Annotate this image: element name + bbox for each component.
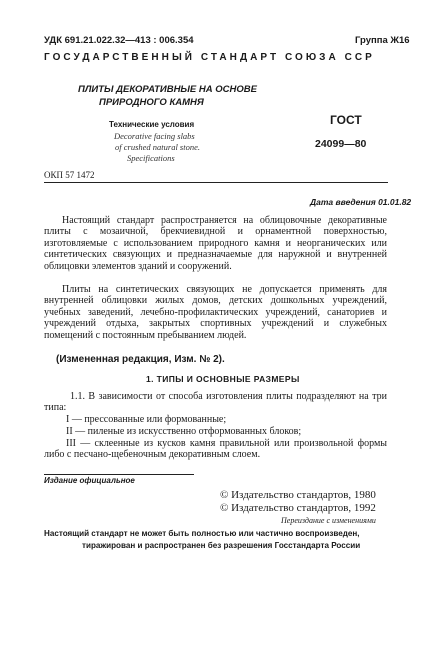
type-2-item: II — пиленые из искусственно отформованных блоков; (66, 426, 302, 437)
effective-date: Дата введения 01.01.82 (310, 197, 412, 207)
type-1-item: I — прессованные или формованные; (66, 414, 227, 425)
copyright-notice-line2: тиражирован и распространен без разрешения Госстандарта России (82, 541, 361, 550)
document-subtitle: Технические условия (109, 120, 195, 129)
gost-number: 24099—80 (315, 138, 367, 150)
section-heading: 1. ТИПЫ И ОСНОВНЫЕ РАЗМЕРЫ (146, 374, 300, 384)
english-title-line1: Decorative facing slabs (114, 131, 195, 141)
gost-label: ГОСТ (330, 113, 362, 127)
english-title-line2: of crushed natural stone. (115, 142, 200, 152)
copyright-1980: © Издательство стандартов, 1980 (220, 489, 376, 501)
english-title-line3: Specifications (127, 153, 175, 163)
scope-paragraph: Настоящий стандарт распространяется на облицовочные декоративные плиты с мозаичной, брекчиевидной и орнаментной поверхностью, изготовляемые с использованием природного камня и неорганических или синтетических связующих и предназначаемые для наружной и внутренней облицовки элементов зданий и сооружений. (44, 215, 387, 272)
document-title-line1: ПЛИТЫ ДЕКОРАТИВНЫЕ НА ОСНОВЕ (78, 84, 257, 95)
document-title-line2: ПРИРОДНОГО КАМНЯ (99, 97, 204, 108)
okp-code: ОКП 57 1472 (44, 170, 95, 180)
restriction-paragraph: Плиты на синтетических связующих не допускается применять для внутренней облицовки жилых домов, детских дошкольных учреждений, учебных заведений, лечебно-профилактических учреждений, санаториев и учреждений отдыха, закрытых спортивных учреждений и служебных помещений с постоянным пребыванием людей. (44, 284, 387, 341)
reissue-note: Переиздание с изменениями (281, 516, 376, 525)
organization-header: ГОСУДАРСТВЕННЫЙ СТАНДАРТ СОЮЗА ССР (44, 52, 375, 63)
type-3-item: III — склеенные из кусков камня правильной или произвольной формы либо с песчано-щебеночным декоративным слоем. (44, 438, 387, 461)
clause-1-1: 1.1. В зависимости от способа изготовления плиты подразделяют на три типа: (44, 391, 387, 414)
udk-code: УДК 691.21.022.32—413 : 006.354 (44, 35, 194, 46)
copyright-1992: © Издательство стандартов, 1992 (220, 502, 376, 514)
copyright-notice-line1: Настоящий стандарт не может быть полностью или частично воспроизведен, (44, 529, 360, 538)
edition-label: Издание официальное (44, 476, 135, 485)
change-note: (Измененная редакция, Изм. № 2). (56, 354, 225, 365)
group-code: Группа Ж16 (355, 35, 410, 46)
header-divider (44, 182, 388, 183)
footer-divider (44, 474, 194, 475)
